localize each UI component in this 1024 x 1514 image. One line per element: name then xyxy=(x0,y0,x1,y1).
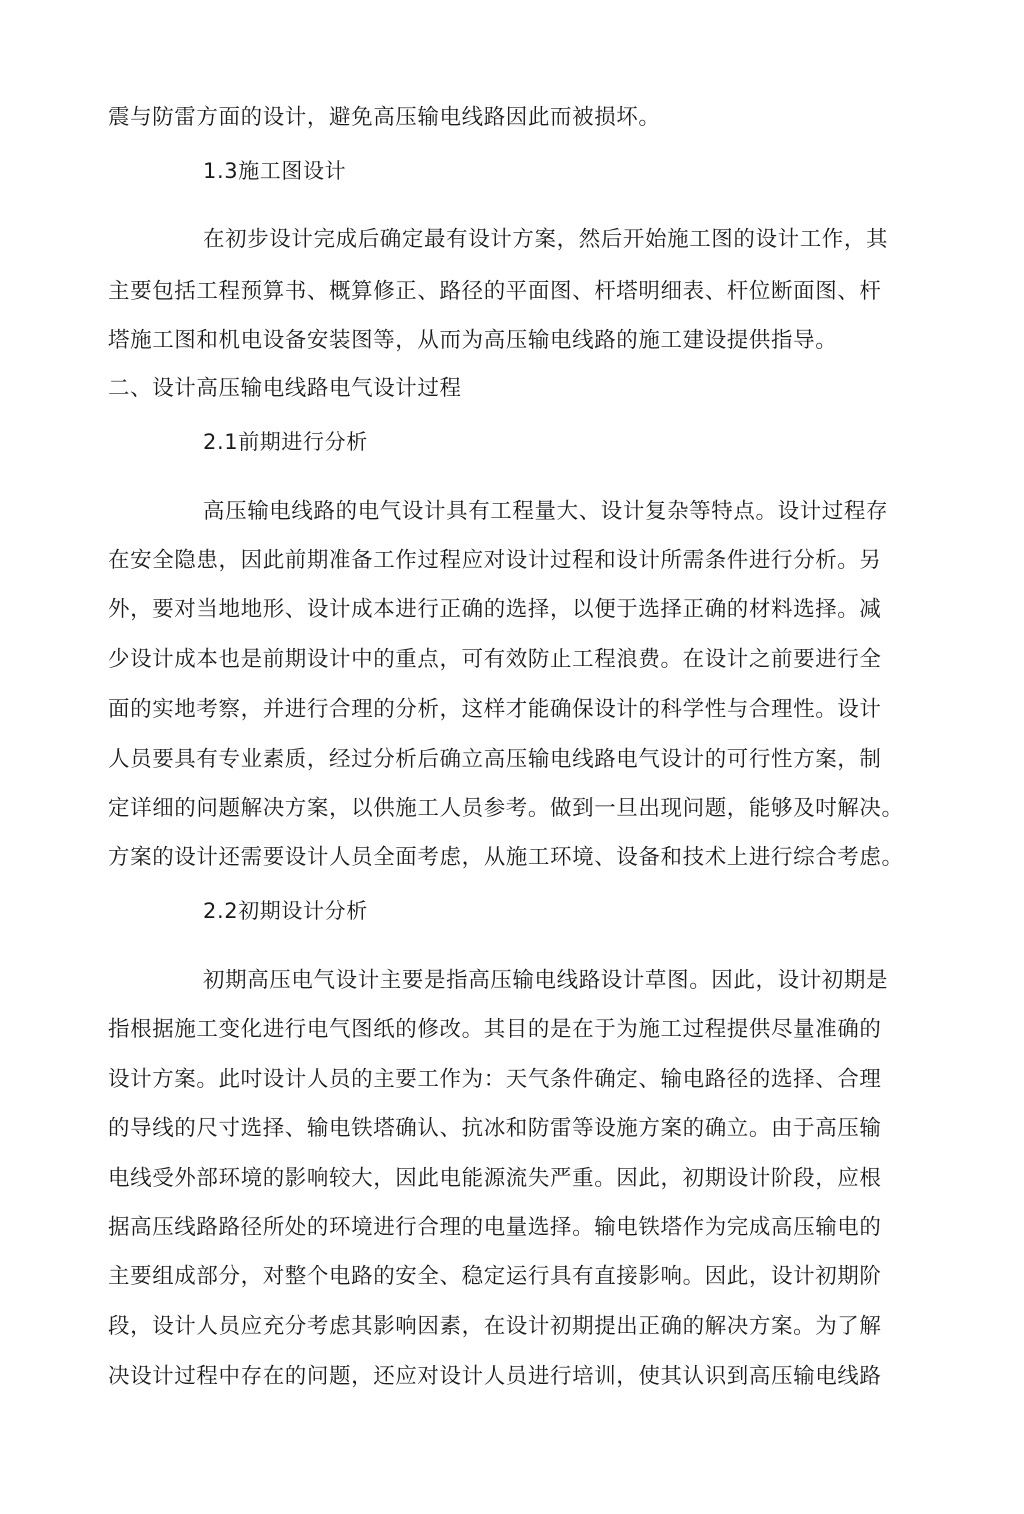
paragraph-line: 少设计成本也是前期设计中的重点，可有效防止工程浪费。在设计之前要进行全 xyxy=(108,647,882,672)
section-1-3-heading: 1.3施工图设计 xyxy=(203,159,347,183)
paragraph-line: 定详细的问题解决方案，以供施工人员参考。做到一旦出现问题，能够及吋解决。 xyxy=(108,796,904,821)
continuation-line: 震与防雷方面的设计，避免高压输电线路因此而被损坏。 xyxy=(108,105,661,130)
paragraph-line: 设计方案。此吋设计人员的主要工作为：天气条件确定、输电路径的选择、合理 xyxy=(108,1067,882,1092)
paragraph-line: 塔施工图和机电设备安装图等，从而为高压输电线路的施工建设提供指导。 xyxy=(108,328,838,353)
paragraph-line: 主要包括工程预算书、概算修正、路径的平面图、杆塔明细表、杆位断面图、杆 xyxy=(108,279,882,304)
paragraph-line: 指根据施工变化进行电气图纸的修改。其目的是在于为施工过程提供尽量准确的 xyxy=(108,1017,882,1042)
paragraph-line: 的导线的尺寸选择、输电铁塔确认、抗冰和防雷等设施方案的确立。由于高压输 xyxy=(108,1116,882,1141)
section-2-1-heading: 2.1前期进行分析 xyxy=(203,430,368,454)
paragraph-line: 初期高压电气设计主要是指高压输电线路设计草图。因此，设计初期是 xyxy=(203,968,889,993)
chapter-2-heading: 二、设计高压输电线路电气设计过程 xyxy=(108,376,462,401)
paragraph-line: 段，设计人员应充分考虑其影响因素，在设计初期提出正确的解决方案。为了解 xyxy=(108,1314,882,1339)
paragraph-line: 人员要具有专业素质，经过分析后确立高压输电线路电气设计的可行性方案，制 xyxy=(108,747,882,772)
paragraph-line: 据高压线路路径所处的环境进行合理的电量选择。输电铁塔作为完成高压输电的 xyxy=(108,1215,882,1240)
paragraph-line: 高压输电线路的电气设计具有工程量大、设计复杂等特点。设计过程存 xyxy=(203,499,889,524)
paragraph-line: 主要组成部分，对整个电路的安全、稳定运行具有直接影响。因此，设计初期阶 xyxy=(108,1264,882,1289)
section-2-2-heading: 2.2初期设计分析 xyxy=(203,899,368,923)
paragraph-line: 面的实地考察，并进行合理的分析，这样才能确保设计的科学性与合理性。设计 xyxy=(108,697,882,722)
paragraph-line: 电线受外部环境的影响较大，因此电能源流失严重。因此，初期设计阶段，应根 xyxy=(108,1166,882,1191)
paragraph-line: 外，要对当地地形、设计成本进行正确的选择，以便于选择正确的材料选择。减 xyxy=(108,597,882,622)
paragraph-line: 方案的设计还需要设计人员全面考虑，从施工环境、设备和技术上进行综合考虑。 xyxy=(108,845,904,870)
paragraph-line: 决设计过程中存在的问题，还应对设计人员进行培训，使其认识到高压输电线路 xyxy=(108,1364,882,1389)
paragraph-line: 在初步设计完成后确定最有设计方案，然后开始施工图的设计工作，其 xyxy=(203,227,889,252)
paragraph-line: 在安全隐患，因此前期准备工作过程应对设计过程和设计所需条件进行分析。另 xyxy=(108,548,882,573)
